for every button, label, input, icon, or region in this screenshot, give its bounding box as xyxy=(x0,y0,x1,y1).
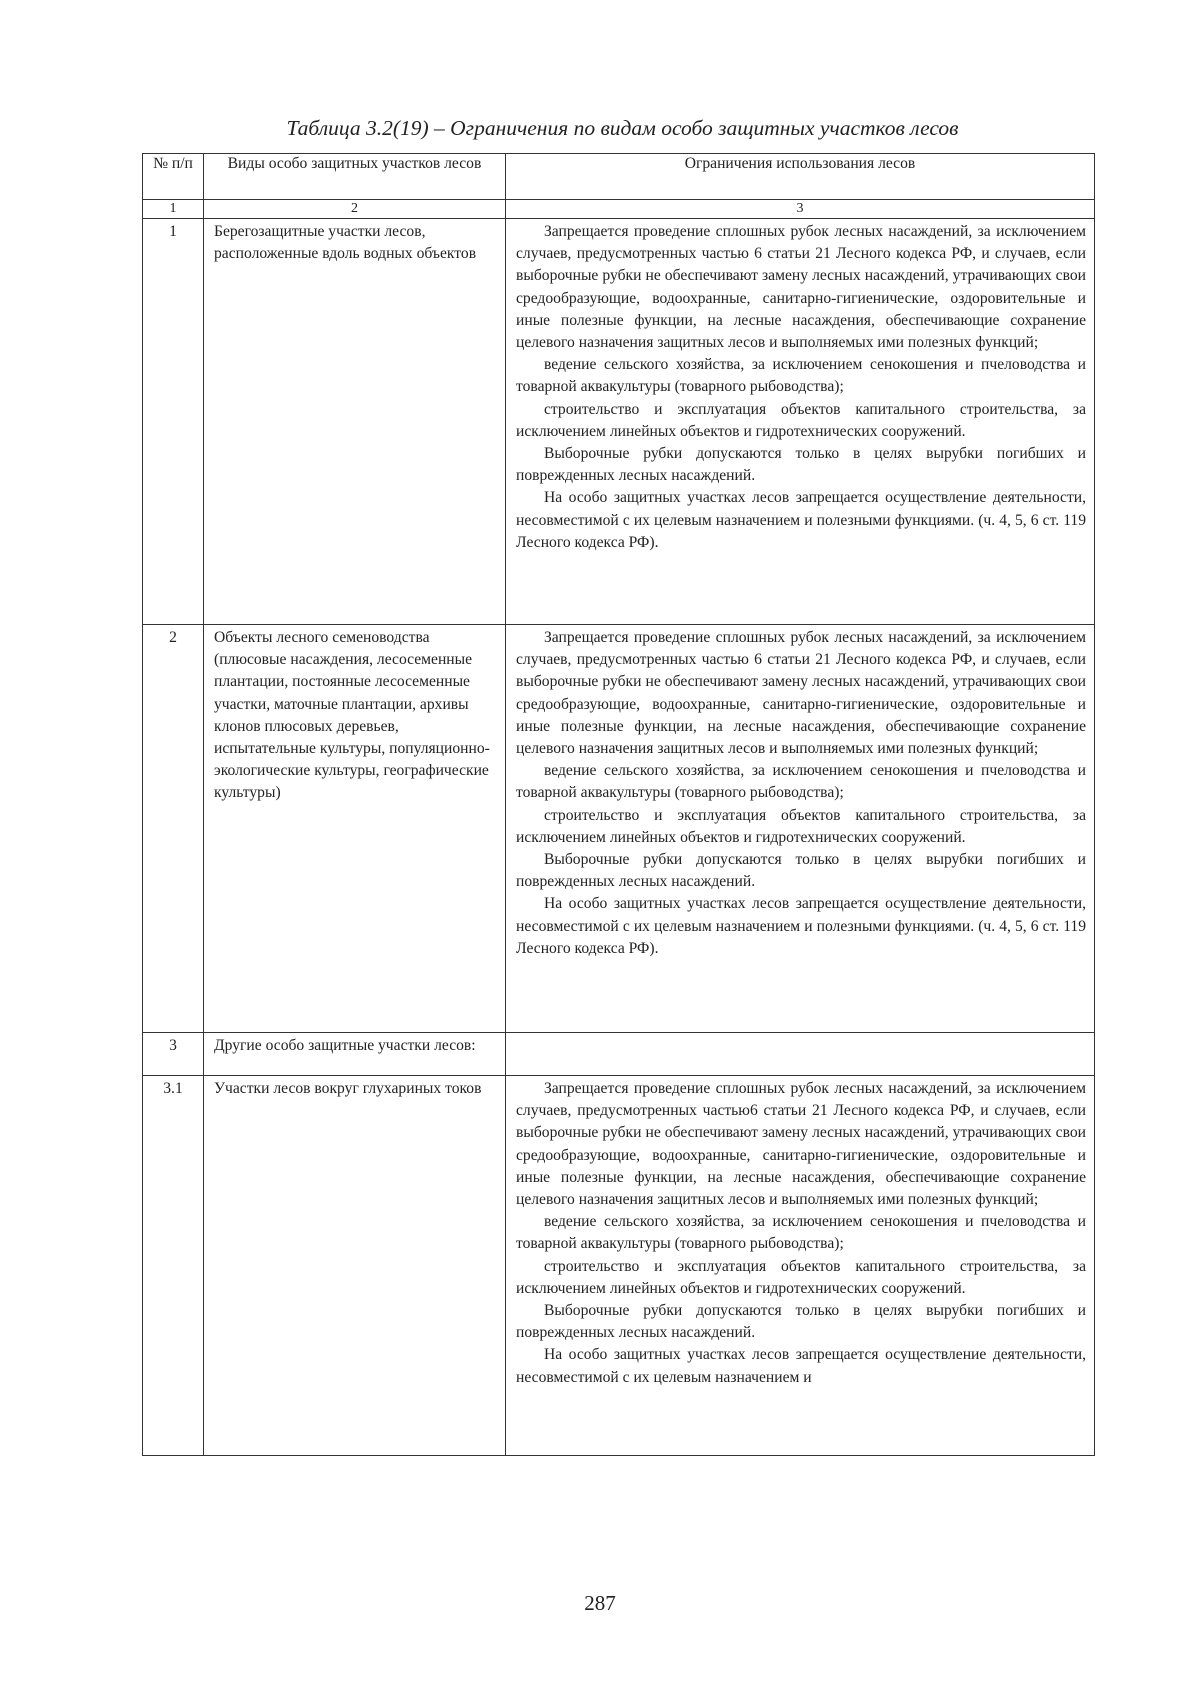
row-kind: Участки лесов вокруг глухариных токов xyxy=(204,1076,506,1456)
table-caption: Таблица 3.2(19) – Ограничения по видам особо защитных участков лесов xyxy=(286,116,959,140)
row-number: 2 xyxy=(143,625,204,1033)
table-body xyxy=(143,219,1095,1456)
table-header-row xyxy=(143,154,1095,200)
row-number: 1 xyxy=(143,219,204,625)
header-kind: Виды особо защитных участков лесов xyxy=(204,154,506,200)
restriction-paragraph: строительство и эксплуатация объектов капитального строительства, за исключением линейных объектов и гидротехнических сооружений. xyxy=(516,806,1086,846)
restriction-paragraph: Запрещается проведение сплошных рубок лесных насаждений, за исключением случаев, предусмотренных частью 6 статьи 21 Лесного кодекса РФ, и случаев, если выборочные рубки не обеспечивают замену лесных насаждений, утрачивающих свои средообразующие, водоохранные, санитарно-гигиенические, оздоровительные и иные полезные функции, на лесные насаждения, обеспечивающие сохранение целевого назначения защитных лесов и выполняемых ими полезных функций; xyxy=(516,223,1086,352)
restriction-paragraph: Запрещается проведение сплошных рубок лесных насаждений, за исключением случаев, предусмотренных частью 6 статьи 21 Лесного кодекса РФ, и случаев, если выборочные рубки не обеспечивают замену лесных насаждений, утрачивающих свои средообразующие, водоохранные, санитарно-гигиенические, оздоровительные и иные полезные функции, на лесные насаждения, обеспечивающие сохранение целевого назначения защитных лесов и выполняемых ими полезных функций; xyxy=(516,629,1086,758)
row-kind: Берегозащитные участки лесов, расположенные вдоль водных объектов xyxy=(204,219,506,625)
page-number: 287 xyxy=(584,1591,616,1615)
row-restrictions xyxy=(506,1076,1095,1456)
column-number: 1 xyxy=(143,200,204,219)
row-number: 3 xyxy=(143,1033,204,1076)
restriction-paragraph: Выборочные рубки допускаются только в целях вырубки погибших и поврежденных лесных насаждений. xyxy=(516,851,1086,891)
restriction-paragraph: На особо защитных участках лесов запрещается осуществление деятельности, несовместимой с их целевым назначением и полезными функциями. (ч. 4, 5, 6 ст. 119 Лесного кодекса РФ). xyxy=(516,895,1086,957)
restriction-paragraph: На особо защитных участках лесов запрещается осуществление деятельности, несовместимой с их целевым назначением и полезными функциями. (ч. 4, 5, 6 ст. 119 Лесного кодекса РФ). xyxy=(516,489,1086,551)
table-row xyxy=(143,1033,1095,1076)
row-kind: Объекты лесного семеноводства (плюсовые насаждения, лесосеменные плантации, постоянные лесосеменные участки, маточные плантации, архивы клонов плюсовых деревьев, испытательные культуры, популяционно-экологические культуры, географические культуры) xyxy=(204,625,506,1033)
column-number-row xyxy=(143,200,1095,219)
restrictions-table xyxy=(142,153,1095,1456)
restriction-paragraph: строительство и эксплуатация объектов капитального строительства, за исключением линейных объектов и гидротехнических сооружений. xyxy=(516,400,1086,440)
restriction-paragraph: ведение сельского хозяйства, за исключением сенокошения и пчеловодства и товарной аквакультуры (товарного рыбоводства); xyxy=(516,356,1086,396)
row-restrictions xyxy=(506,1033,1095,1076)
restriction-paragraph: На особо защитных участках лесов запрещается осуществление деятельности, несовместимой с их целевым назначением и xyxy=(516,1346,1086,1386)
restriction-paragraph: ведение сельского хозяйства, за исключением сенокошения и пчеловодства и товарной аквакультуры (товарного рыбоводства); xyxy=(516,762,1086,802)
table-row xyxy=(143,1076,1095,1456)
restriction-paragraph: Запрещается проведение сплошных рубок лесных насаждений, за исключением случаев, предусмотренных частью6 статьи 21 Лесного кодекса РФ, и случаев, если выборочные рубки не обеспечивают замену лесных насаждений, утрачивающих свои средообразующие, водоохранные, санитарно-гигиенические, оздоровительные и иные полезные функции, на лесные насаждения, обеспечивающие сохранение целевого назначения защитных лесов и выполняемых ими полезных функций; xyxy=(516,1080,1086,1209)
restriction-paragraph: ведение сельского хозяйства, за исключением сенокошения и пчеловодства и товарной аквакультуры (товарного рыбоводства); xyxy=(516,1213,1086,1253)
restriction-paragraph: Выборочные рубки допускаются только в целях вырубки погибших и поврежденных лесных насаждений. xyxy=(516,445,1086,485)
row-restrictions xyxy=(506,219,1095,625)
row-restrictions xyxy=(506,625,1095,1033)
row-number: 3.1 xyxy=(143,1076,204,1456)
table-row xyxy=(143,625,1095,1033)
column-number: 3 xyxy=(506,200,1095,219)
header-number: № п/п xyxy=(143,154,204,200)
table-row xyxy=(143,219,1095,625)
restriction-paragraph: строительство и эксплуатация объектов капитального строительства, за исключением линейных объектов и гидротехнических сооружений. xyxy=(516,1257,1086,1297)
header-restrictions: Ограничения использования лесов xyxy=(506,154,1095,200)
row-kind: Другие особо защитные участки лесов: xyxy=(204,1033,506,1076)
restriction-paragraph: Выборочные рубки допускаются только в целях вырубки погибших и поврежденных лесных насаждений. xyxy=(516,1302,1086,1342)
column-number: 2 xyxy=(204,200,506,219)
